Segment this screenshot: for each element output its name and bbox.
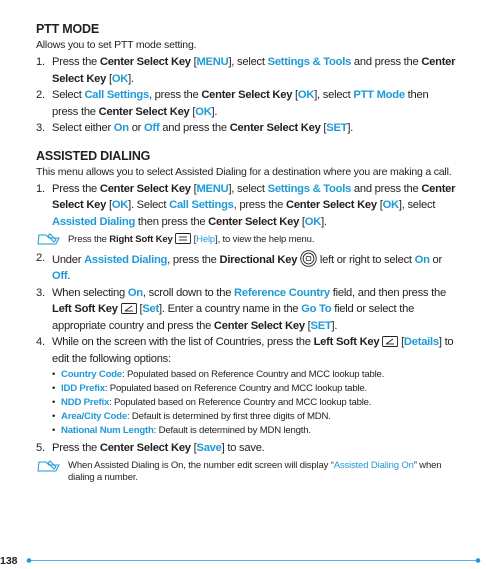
footer-rule (26, 558, 482, 563)
ptt-steps (36, 54, 456, 137)
directional-key-icon (300, 250, 317, 267)
option-area-city-code: • Area/City Code: Default is determined by first three digits of MDN. (52, 410, 456, 424)
ad-step-4: 4. While on the screen with the list of Countries, press the Left Soft Key [Details] to edit the following options: • Country Code: Populated based on Reference Country and MCC lookup table. • IDD Prefix: Populated based on Reference Country and MCC lookup table. • NDD Prefix: Populated based on Reference Country and MCC lookup table. • Area/City Code: Default is determined by first three digits of MDN. • National Num Length: Default is determined by MDN length. (36, 334, 456, 438)
ad-step-2: 2. Under Assisted Dialing, press the Directional Key left or right to select On or Off. (36, 251, 442, 282)
options-list (52, 368, 456, 438)
ad-step-1: 1. Press the Center Select Key [MENU], select Settings & Tools and press the Center Select Key [OK]. Select Call Settings, press the Center Select Key [OK], select Assisted Dialing then press the Center Select Key [OK]. (36, 182, 456, 228)
assisted-dialing-note: When Assisted Dialing is On, the number edit screen will display “Assisted Dialing On” when dialing a number. (36, 460, 456, 485)
ptt-step-2: 2. Select Call Settings, press the Center Select Key [OK], select PTT Mode then press the Center Select Key [OK]. (36, 89, 429, 118)
help-note: Press the Right Soft Key [Help], to view the help menu. (36, 233, 456, 247)
section-title-assisted-dialing: ASSISTED DIALING (36, 148, 151, 163)
section-title-ptt-mode: PTT MODE (36, 22, 99, 36)
ptt-step-1: 1. Press the Center Select Key [MENU], select Settings & Tools and press the Center Select Key [OK]. (36, 56, 456, 85)
ptt-step-3: 3. Select either On or Off and press the Center Select Key [SET]. (36, 122, 354, 134)
left-soft-key-icon (121, 303, 137, 314)
page-content (36, 22, 456, 488)
section-desc-assisted-dialing: This menu allows you to select Assisted Dialing for a destination where you are making a call. (36, 165, 452, 178)
ad-step-3: 3. When selecting On, scroll down to the Reference Country field, and then press the Left Soft Key [Set]. Enter a country name in the Go To field or select the appropriate country and press the Center Select Key [SET]. (36, 286, 446, 332)
assisted-dialing-steps-continued (36, 250, 456, 457)
option-country-code: • Country Code: Populated based on Reference Country and MCC lookup table. (52, 368, 456, 382)
note-pencil-icon (36, 232, 62, 246)
option-ndd-prefix: • NDD Prefix: Populated based on Reference Country and MCC lookup table. (52, 396, 456, 410)
page-number: 138 (0, 555, 18, 567)
option-national-num-length: • National Num Length: Default is determined by MDN length. (52, 424, 456, 438)
left-soft-key-icon (382, 336, 398, 347)
section-assisted-dialing (36, 149, 456, 485)
assisted-dialing-steps (36, 181, 456, 231)
ad-step-5: 5. Press the Center Select Key [Save] to save. (36, 442, 265, 454)
section-ptt-mode (36, 22, 456, 137)
option-idd-prefix: • IDD Prefix: Populated based on Reference Country and MCC lookup table. (52, 382, 456, 396)
note-pencil-icon (36, 459, 62, 473)
right-soft-key-icon (175, 233, 191, 244)
section-desc-ptt-mode: Allows you to set PTT mode setting. (36, 39, 197, 51)
page-footer (0, 554, 486, 568)
